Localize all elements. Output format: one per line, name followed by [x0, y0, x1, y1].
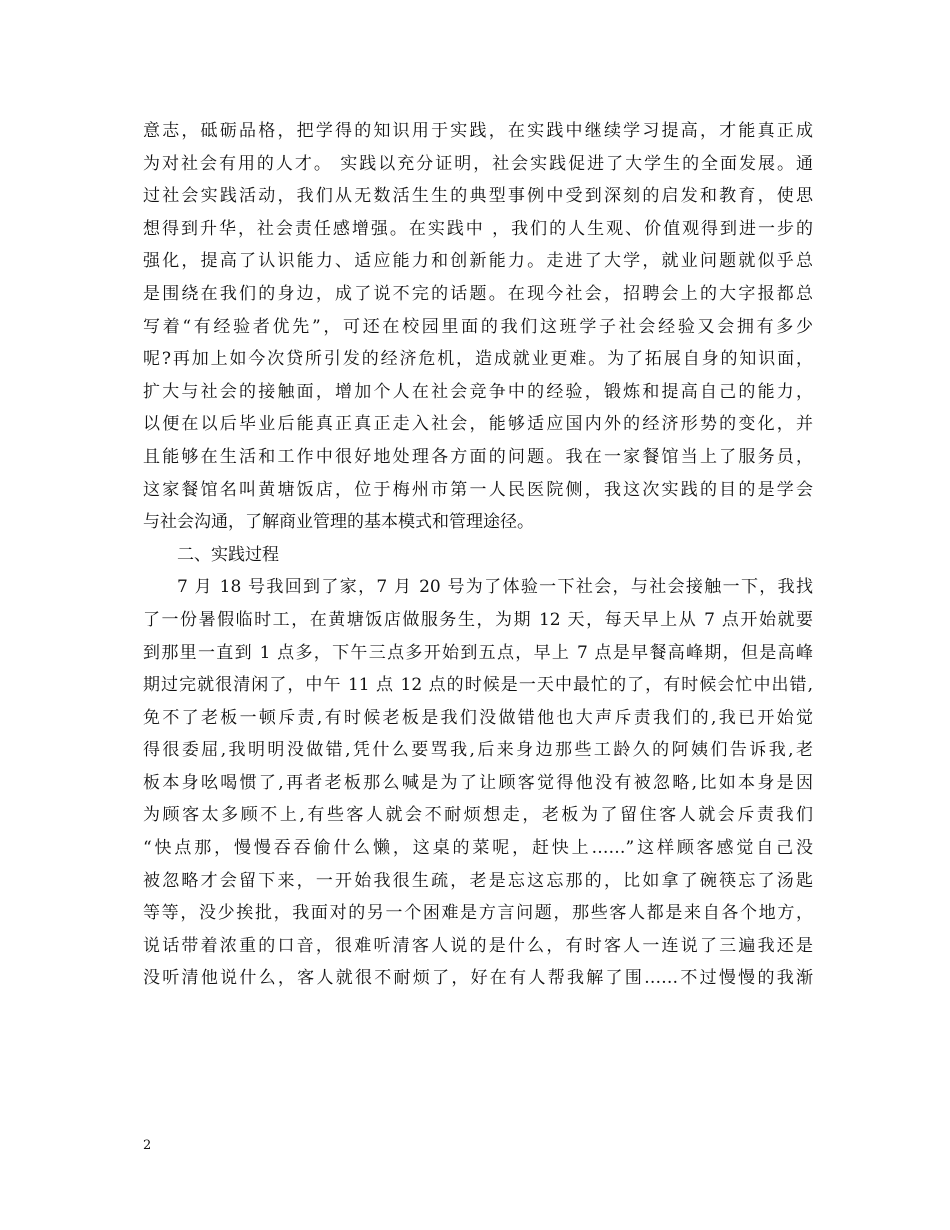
body-text	[143, 115, 813, 995]
text-line: 板本身吆喝惯了,再者老板那么喊是为了让顾客觉得他没有被忽略,比如本身是因	[143, 772, 813, 793]
text-line: 期过完就很清闲了，中午 11 点 12 点的时候是一天中最忙的了，有时候会忙中出错,	[143, 675, 813, 696]
text-line: 过社会实践活动，我们从无数活生生的典型事例中受到深刻的启发和教育，使思	[143, 186, 813, 207]
page-number: 2	[143, 1138, 152, 1153]
text-line: 说话带着浓重的口音，很难听清客人说的是什么，有时客人一连说了三遍我还是	[143, 935, 813, 956]
text-line: 7 月 18 号我回到了家，7 月 20 号为了体验一下社会，与社会接触一下，我找	[177, 577, 813, 598]
text-line: 为顾客太多顾不上,有些客人就会不耐烦想走，老板为了留住客人就会斥责我们	[143, 805, 813, 826]
text-line: 免不了老板一顿斥责,有时候老板是我们没做错他也大声斥责我们的,我已开始觉	[143, 707, 813, 728]
text-line: 与社会沟通，了解商业管理的基本模式和管理途径。	[143, 512, 534, 533]
text-line: 以便在以后毕业后能真正真正走入社会，能够适应国内外的经济形势的变化，并	[143, 414, 813, 435]
text-line: 得很委屈,我明明没做错,凭什么要骂我,后来身边那些工龄久的阿姨们告诉我,老	[143, 740, 813, 761]
text-line: 了一份暑假临时工，在黄塘饭店做服务生，为期 12 天，每天早上从 7 点开始就要	[143, 609, 813, 630]
text-line: 呢?再加上如今次贷所引发的经济危机，造成就业更难。为了拓展自身的知识面，	[143, 349, 813, 370]
text-line: 是围绕在我们的身边，成了说不完的话题。在现今社会，招聘会上的大字报都总	[143, 283, 813, 304]
text-line: 等等，没少挨批，我面对的另一个困难是方言问题，那些客人都是来自各个地方，	[143, 903, 813, 924]
text-line: 被忽略才会留下来，一开始我很生疏，老是忘这忘那的，比如拿了碗筷忘了汤匙	[143, 870, 813, 891]
text-line: 扩大与社会的接触面，增加个人在社会竞争中的经验，锻炼和提高自己的能力，	[143, 381, 813, 402]
text-line: 意志，砥砺品格，把学得的知识用于实践，在实践中继续学习提高，才能真正成	[143, 121, 813, 141]
text-line: 强化，提高了认识能力、适应能力和创新能力。走进了大学，就业问题就似乎总	[143, 251, 813, 272]
section-heading: 二、实践过程	[177, 544, 279, 565]
text-line: 为对社会有用的人才。 实践以充分证明，社会实践促进了大学生的全面发展。通	[143, 153, 813, 174]
text-line: “快点那，慢慢吞吞偷什么懒，这桌的菜呢，赶快上……”这样顾客感觉自己没	[143, 838, 813, 859]
text-line: 这家餐馆名叫黄塘饭店，位于梅州市第一人民医院侧，我这次实践的目的是学会	[143, 479, 813, 500]
text-line: 没听清他说什么，客人就很不耐烦了，好在有人帮我解了围……不过慢慢的我渐	[143, 968, 813, 989]
text-line: 到那里一直到 1 点多，下午三点多开始到五点，早上 7 点是早餐高峰期，但是高峰	[143, 642, 813, 663]
text-line: 写着“有经验者优先”，可还在校园里面的我们这班学子社会经验又会拥有多少	[143, 316, 813, 337]
text-line: 且能够在生活和工作中很好地处理各方面的问题。我在一家餐馆当上了服务员，	[143, 446, 813, 467]
text-line: 想得到升华，社会责任感增强。在实践中 ，我们的人生观、价值观得到进一步的	[143, 218, 813, 239]
